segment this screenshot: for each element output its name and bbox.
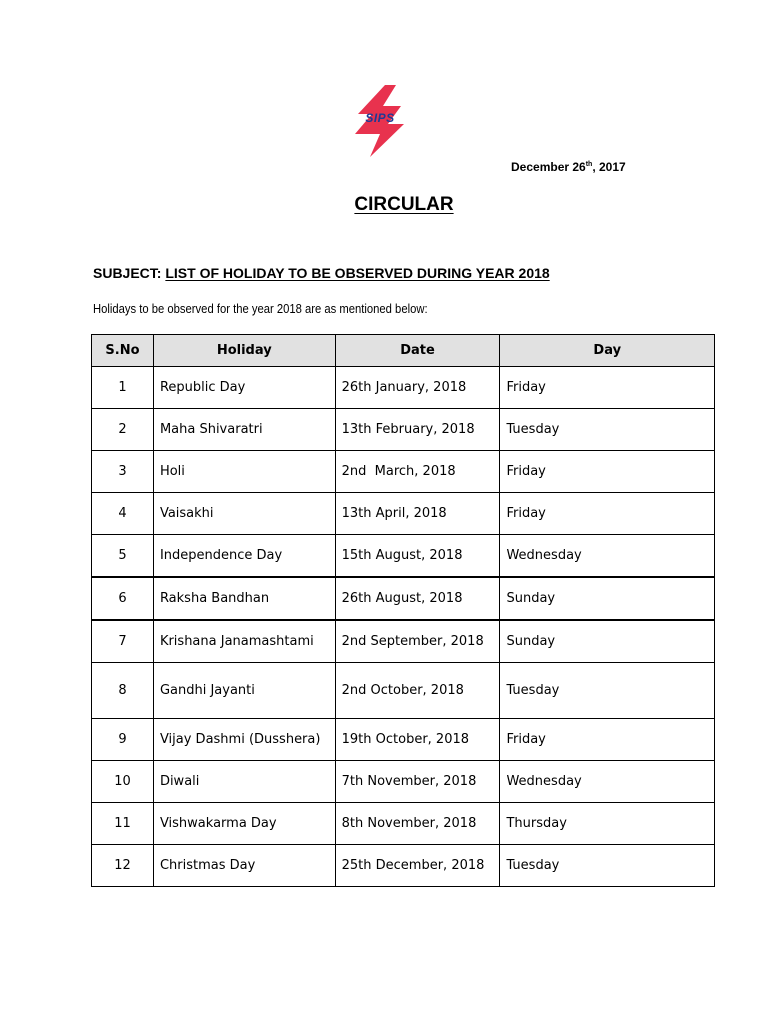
cell-date: 15th August, 2018 bbox=[335, 535, 500, 578]
cell-day: Tuesday bbox=[500, 663, 715, 719]
column-header-day: Day bbox=[500, 335, 715, 367]
date-suffix: th bbox=[585, 161, 593, 168]
table-row bbox=[92, 845, 715, 887]
cell-sno: 4 bbox=[92, 493, 154, 535]
cell-date: 26th August, 2018 bbox=[335, 577, 500, 620]
table-row bbox=[92, 620, 715, 663]
cell-holiday: Maha Shivaratri bbox=[153, 409, 335, 451]
cell-sno: 10 bbox=[92, 761, 154, 803]
cell-holiday: Holi bbox=[153, 451, 335, 493]
cell-date: 13th April, 2018 bbox=[335, 493, 500, 535]
table-row bbox=[92, 451, 715, 493]
cell-holiday: Vijay Dashmi (Dusshera) bbox=[153, 719, 335, 761]
cell-day: Friday bbox=[500, 493, 715, 535]
column-header-sno: S.No bbox=[92, 335, 154, 367]
cell-holiday: Raksha Bandhan bbox=[153, 577, 335, 620]
cell-holiday: Independence Day bbox=[153, 535, 335, 578]
company-logo bbox=[352, 84, 412, 158]
table-header-row bbox=[92, 335, 715, 367]
cell-sno: 5 bbox=[92, 535, 154, 578]
logo-wordmark: SIPS bbox=[365, 111, 395, 125]
cell-day: Tuesday bbox=[500, 409, 715, 451]
cell-day: Sunday bbox=[500, 577, 715, 620]
cell-sno: 9 bbox=[92, 719, 154, 761]
cell-sno: 3 bbox=[92, 451, 154, 493]
subject-text: LIST OF HOLIDAY TO BE OBSERVED DURING YEAR 2018 bbox=[165, 265, 550, 281]
cell-holiday: Christmas Day bbox=[153, 845, 335, 887]
cell-date: 26th January, 2018 bbox=[335, 367, 500, 409]
table-row bbox=[92, 409, 715, 451]
table-row bbox=[92, 803, 715, 845]
cell-date: 8th November, 2018 bbox=[335, 803, 500, 845]
holiday-table bbox=[91, 334, 715, 887]
cell-sno: 2 bbox=[92, 409, 154, 451]
table-row bbox=[92, 535, 715, 578]
page-title: CIRCULAR bbox=[354, 194, 454, 215]
cell-day: Friday bbox=[500, 719, 715, 761]
circular-date bbox=[511, 160, 626, 174]
column-header-date: Date bbox=[335, 335, 500, 367]
cell-holiday: Diwali bbox=[153, 761, 335, 803]
cell-holiday: Gandhi Jayanti bbox=[153, 663, 335, 719]
table-row bbox=[92, 577, 715, 620]
cell-date: 2nd March, 2018 bbox=[335, 451, 500, 493]
table-row bbox=[92, 719, 715, 761]
table-row bbox=[92, 367, 715, 409]
date-year: , 2017 bbox=[592, 160, 626, 174]
cell-holiday: Vishwakarma Day bbox=[153, 803, 335, 845]
cell-sno: 8 bbox=[92, 663, 154, 719]
cell-day: Wednesday bbox=[500, 535, 715, 578]
cell-sno: 11 bbox=[92, 803, 154, 845]
cell-day: Friday bbox=[500, 367, 715, 409]
column-header-holiday: Holiday bbox=[153, 335, 335, 367]
subject-label: SUBJECT: bbox=[93, 265, 162, 281]
cell-sno: 7 bbox=[92, 620, 154, 663]
cell-sno: 6 bbox=[92, 577, 154, 620]
cell-day: Wednesday bbox=[500, 761, 715, 803]
table-row bbox=[92, 663, 715, 719]
table-row bbox=[92, 493, 715, 535]
cell-day: Thursday bbox=[500, 803, 715, 845]
cell-day: Friday bbox=[500, 451, 715, 493]
cell-day: Sunday bbox=[500, 620, 715, 663]
date-main: December 26 bbox=[511, 160, 586, 174]
cell-date: 19th October, 2018 bbox=[335, 719, 500, 761]
cell-holiday: Krishana Janamashtami bbox=[153, 620, 335, 663]
subject-line bbox=[93, 265, 550, 281]
cell-date: 25th December, 2018 bbox=[335, 845, 500, 887]
intro-text: Holidays to be observed for the year 2018 are as mentioned below: bbox=[93, 302, 428, 316]
cell-date: 2nd September, 2018 bbox=[335, 620, 500, 663]
cell-sno: 1 bbox=[92, 367, 154, 409]
cell-sno: 12 bbox=[92, 845, 154, 887]
cell-date: 2nd October, 2018 bbox=[335, 663, 500, 719]
cell-holiday: Republic Day bbox=[153, 367, 335, 409]
cell-date: 7th November, 2018 bbox=[335, 761, 500, 803]
cell-date: 13th February, 2018 bbox=[335, 409, 500, 451]
cell-holiday: Vaisakhi bbox=[153, 493, 335, 535]
cell-day: Tuesday bbox=[500, 845, 715, 887]
table-row bbox=[92, 761, 715, 803]
